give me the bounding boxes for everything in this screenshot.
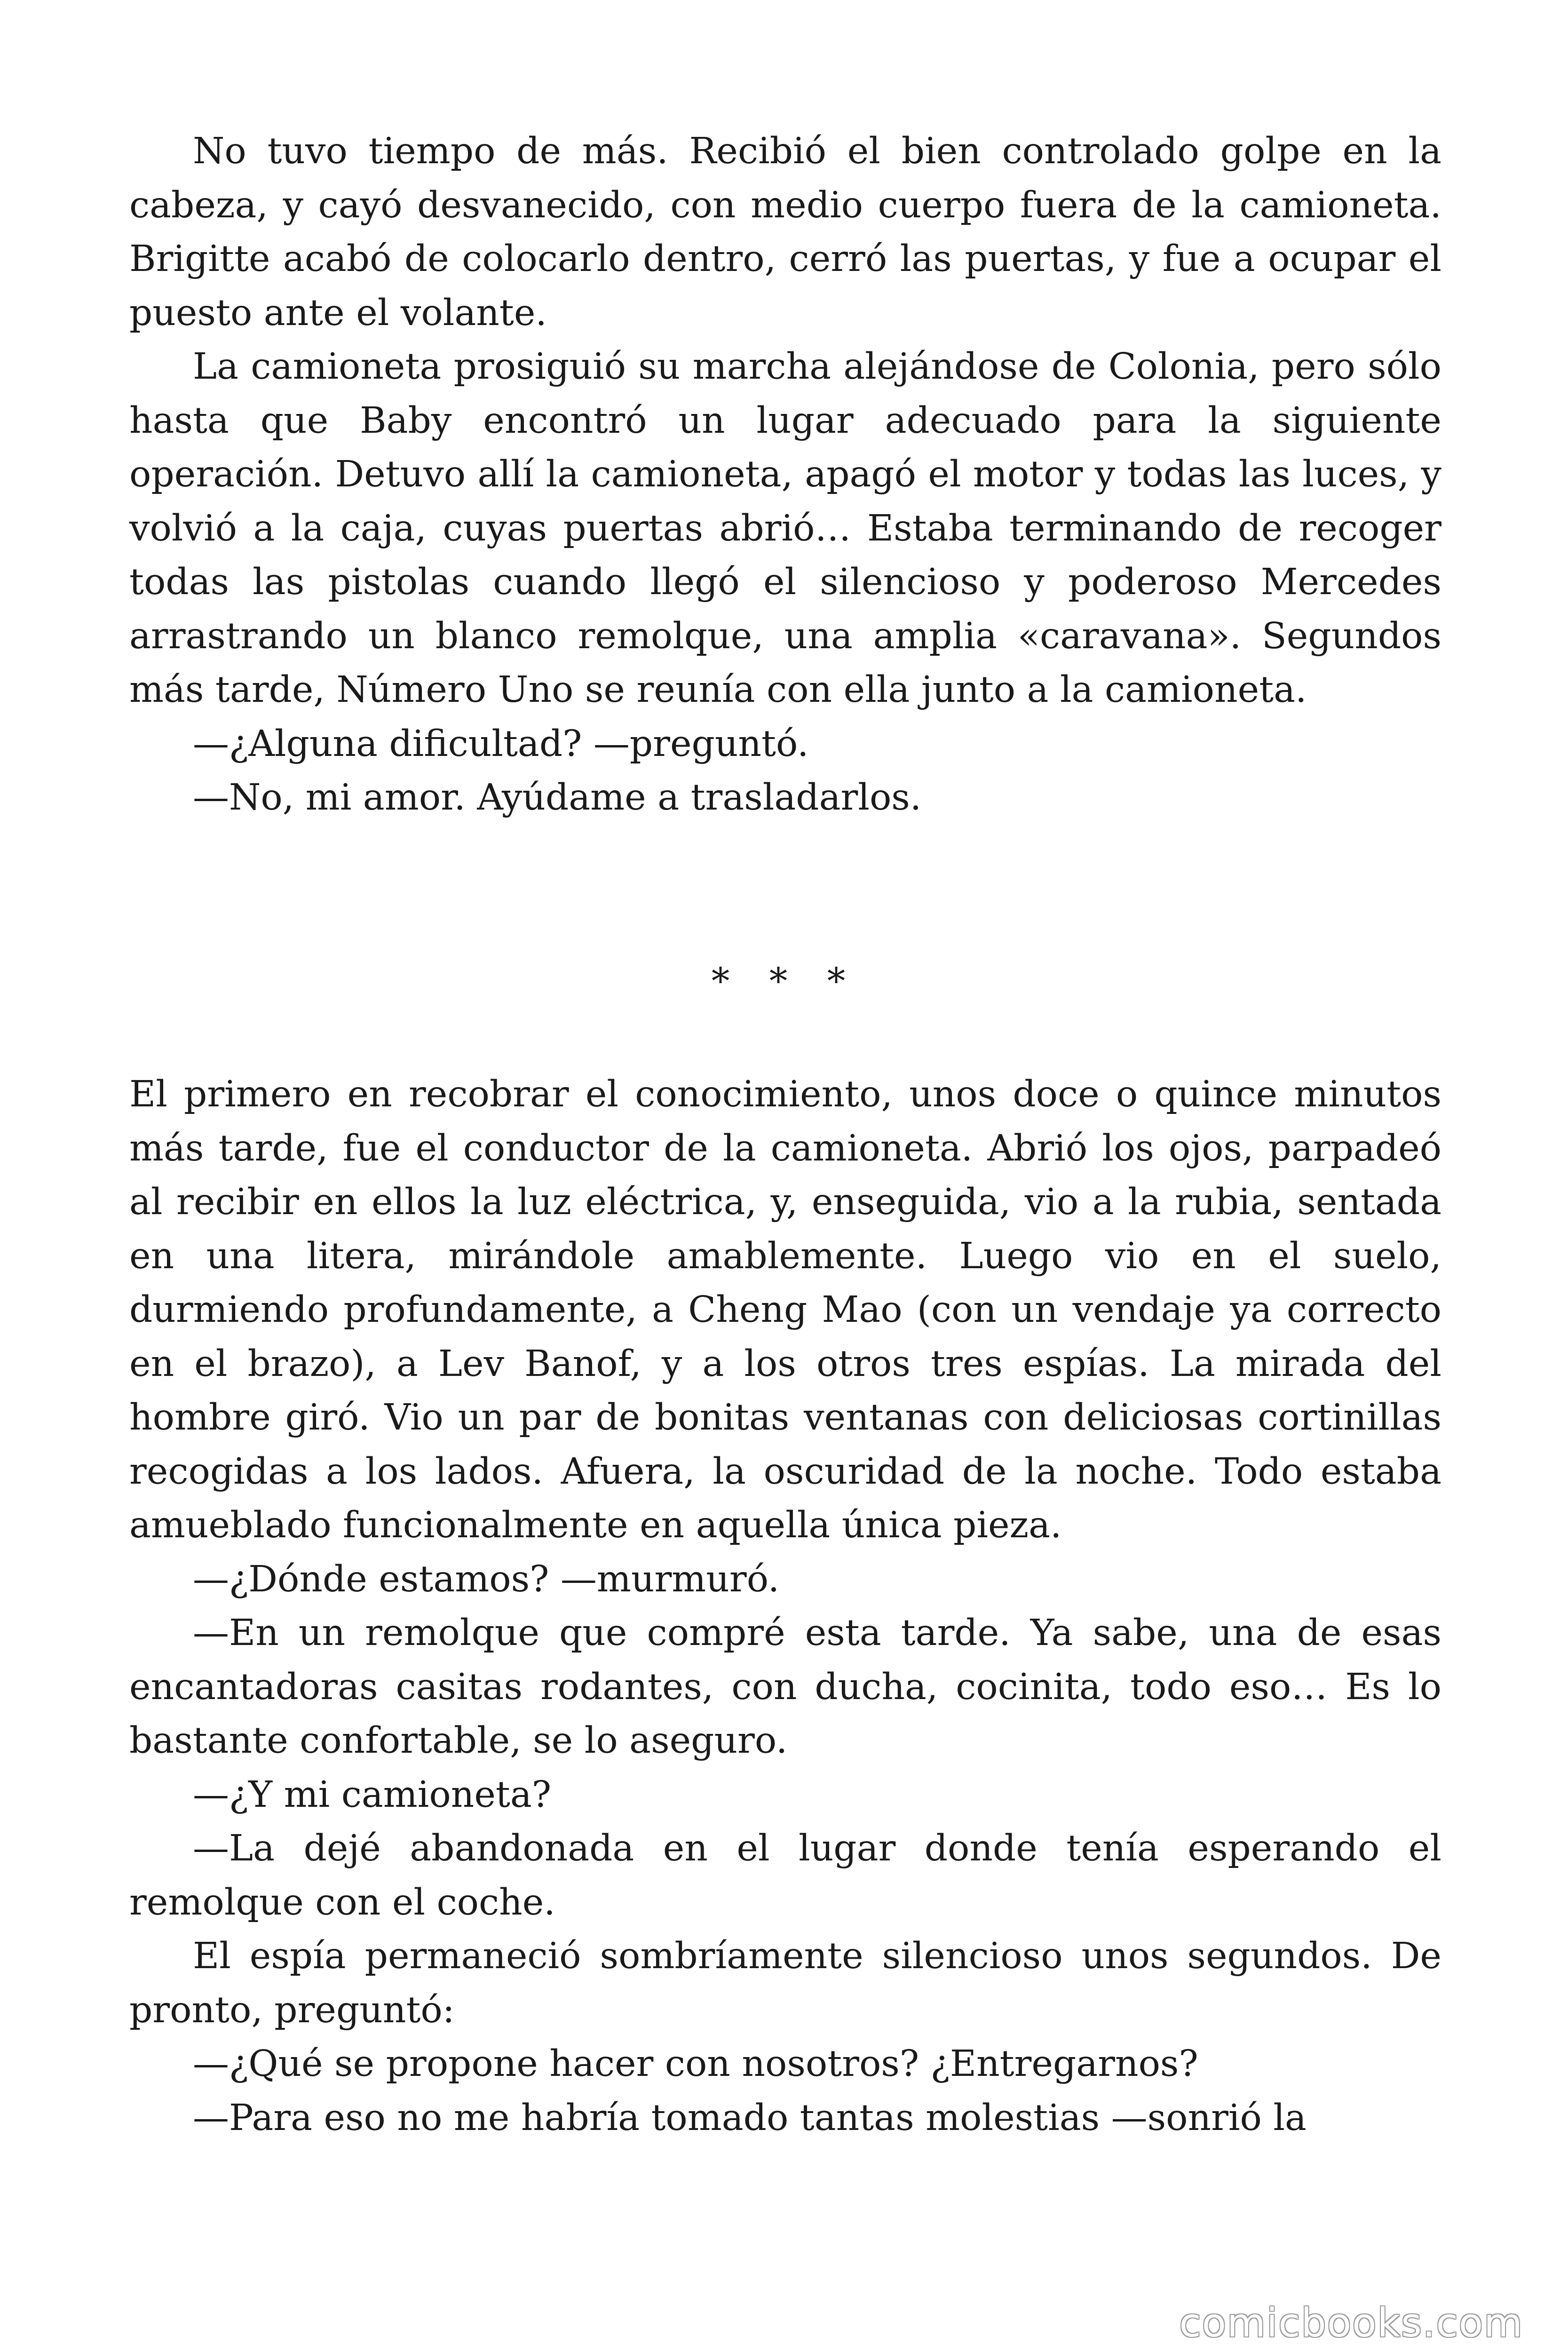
dialogue-line: —Para eso no me habría tomado tantas molestias —sonrió la [193, 2097, 1307, 2139]
text-section-1 [129, 125, 1441, 825]
dialogue-line: —¿Y mi camioneta? [193, 1773, 552, 1816]
dialogue-line: —¿Dónde estamos? —murmuró. [193, 1558, 780, 1600]
section-separator: * * * [711, 961, 860, 1002]
watermark: comicbooks.com [1179, 2300, 1523, 2346]
paragraph: El primero en recobrar el conocimiento, unos doce o quince minutos más tarde, fue el conductor de la camioneta. Abrió los ojos, parpadeó al recibir en ellos la luz eléctrica, y, enseguida, vio a la rubia, sentada en una litera, mirándole amablemente. Luego vio en el suelo, durmiendo profundamente, a Cheng Mao (con un vendaje ya correcto en el brazo), a Lev Banof, y a los otros tres espías. La mirada del hombre giró. Vio un par de bonitas ventanas con deliciosas cortinillas recogidas a los lados. Afuera, la oscuridad de la noche. Todo estaba amueblado funcionalmente en aquella única pieza. [129, 1073, 1441, 1546]
dialogue-line: —No, mi amor. Ayúdame a trasladarlos. [193, 777, 922, 818]
paragraph: No tuvo tiempo de más. Recibió el bien controlado golpe en la cabeza, y cayó desvanecido, con medio cuerpo fuera de la camioneta. Brigitte acabó de colocarlo dentro, cerró las puertas, y fue a ocupar el puesto ante el volante. [129, 130, 1441, 334]
dialogue-line: —La dejé abandonada en el lugar donde tenía esperando el remolque con el coche. [129, 1828, 1441, 1923]
dialogue-line: —¿Qué se propone hacer con nosotros? ¿Entregarnos? [193, 2043, 1198, 2085]
dialogue-line: —¿Alguna dificultad? —preguntó. [193, 723, 809, 765]
dialogue-line: —En un remolque que compré esta tarde. Ya sabe, una de esas encantadoras casitas rodantes, con ducha, cocinita, todo eso… Es lo bastante confortable, se lo aseguro. [129, 1612, 1441, 1762]
paragraph: La camioneta prosiguió su marcha alejándose de Colonia, pero sólo hasta que Baby encontró un lugar adecuado para la siguiente operación. Detuvo allí la camioneta, apagó el motor y todas las luces, y volvió a la caja, cuyas puertas abrió… Estaba terminando de recoger todas las pistolas cuando llegó el silencioso y poderoso Mercedes arrastrando un blanco remolque, una amplia «caravana». Segundos más tarde, Número Uno se reunía con ella junto a la camioneta. [129, 346, 1441, 711]
text-section-2 [129, 1068, 1441, 2145]
paragraph: El espía permaneció sombríamente silencioso unos segundos. De pronto, preguntó: [129, 1935, 1441, 2031]
